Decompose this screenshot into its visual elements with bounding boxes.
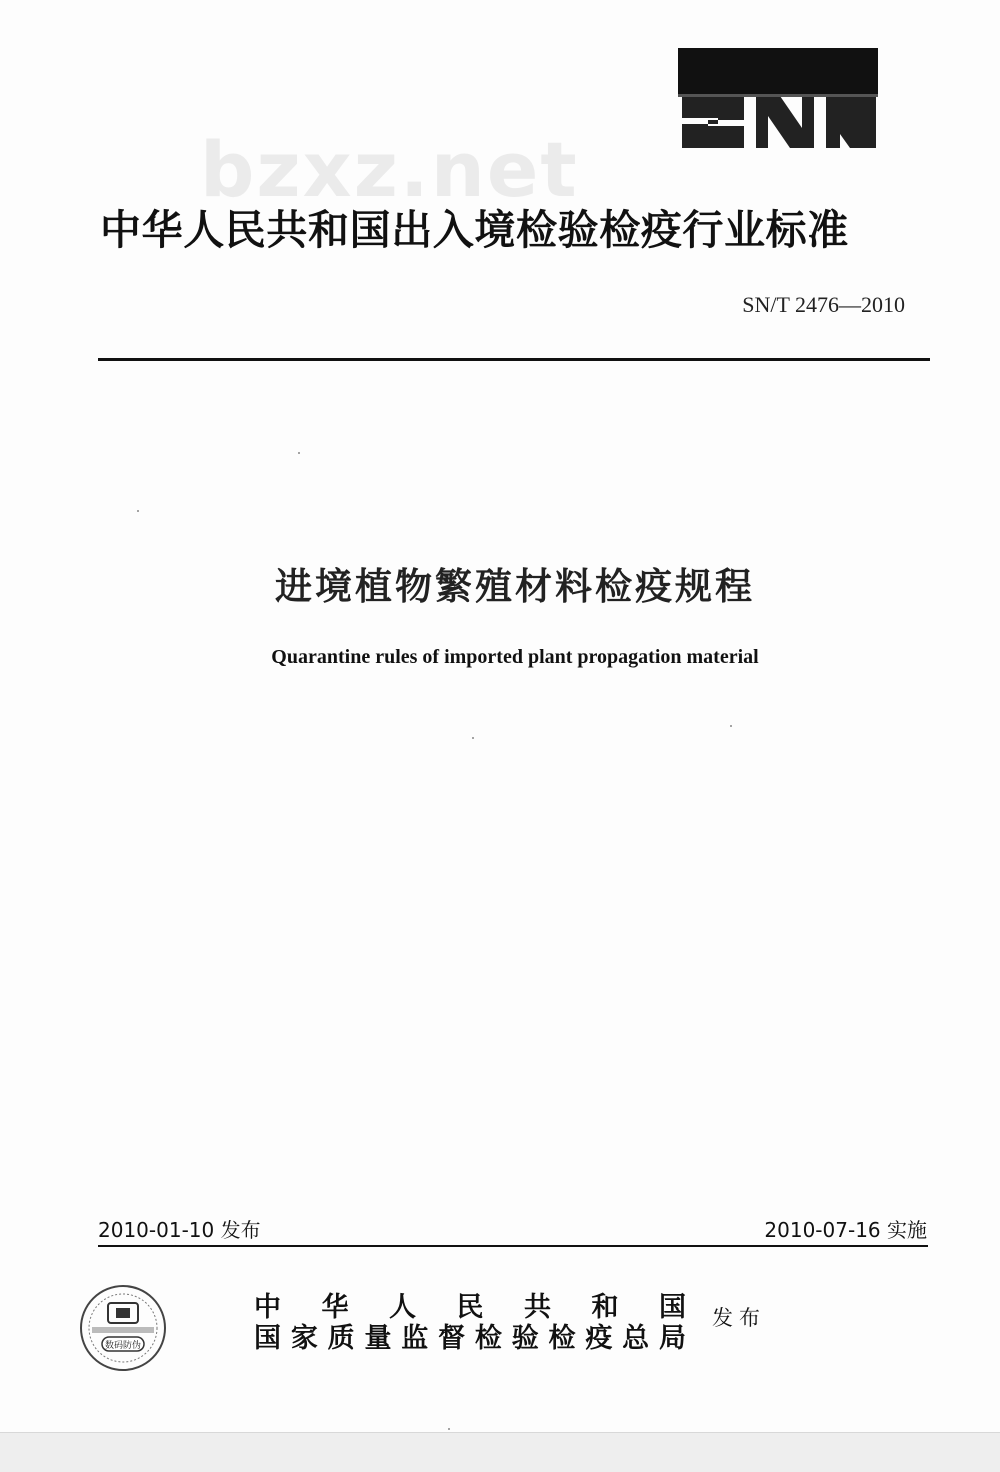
bottom-divider [98, 1245, 928, 1247]
scan-speck [298, 452, 300, 454]
publish-label: 发布 [712, 1306, 766, 1330]
document-title-english: Quarantine rules of imported plant propagation material [271, 646, 759, 668]
seal-text: 数码防伪 [104, 1341, 142, 1351]
watermark-text: bzxz.net [200, 125, 579, 214]
viewer-bottom-strip [0, 1432, 1000, 1472]
issuer-line-2: 国家质量监督检验检疫总局 [254, 1323, 686, 1354]
scan-speck [730, 725, 732, 727]
scan-speck [448, 1428, 450, 1430]
issuer-line-1: 中华人民共和国 [254, 1292, 686, 1323]
issue-date: 2010-01-10 发布 [98, 1218, 261, 1242]
anti-counterfeit-seal-icon [78, 1283, 168, 1373]
scan-speck [472, 737, 474, 739]
scan-speck [137, 510, 139, 512]
implementation-date: 2010-07-16 实施 [764, 1218, 927, 1242]
document-title-chinese: 进境植物繁殖材料检疫规程 [275, 565, 755, 608]
standard-code: SN/T 2476—2010 [742, 292, 905, 317]
sn-logo-icon [678, 48, 878, 148]
top-divider [98, 358, 930, 361]
header-title: 中华人民共和国出入境检验检疫行业标准 [100, 206, 849, 254]
